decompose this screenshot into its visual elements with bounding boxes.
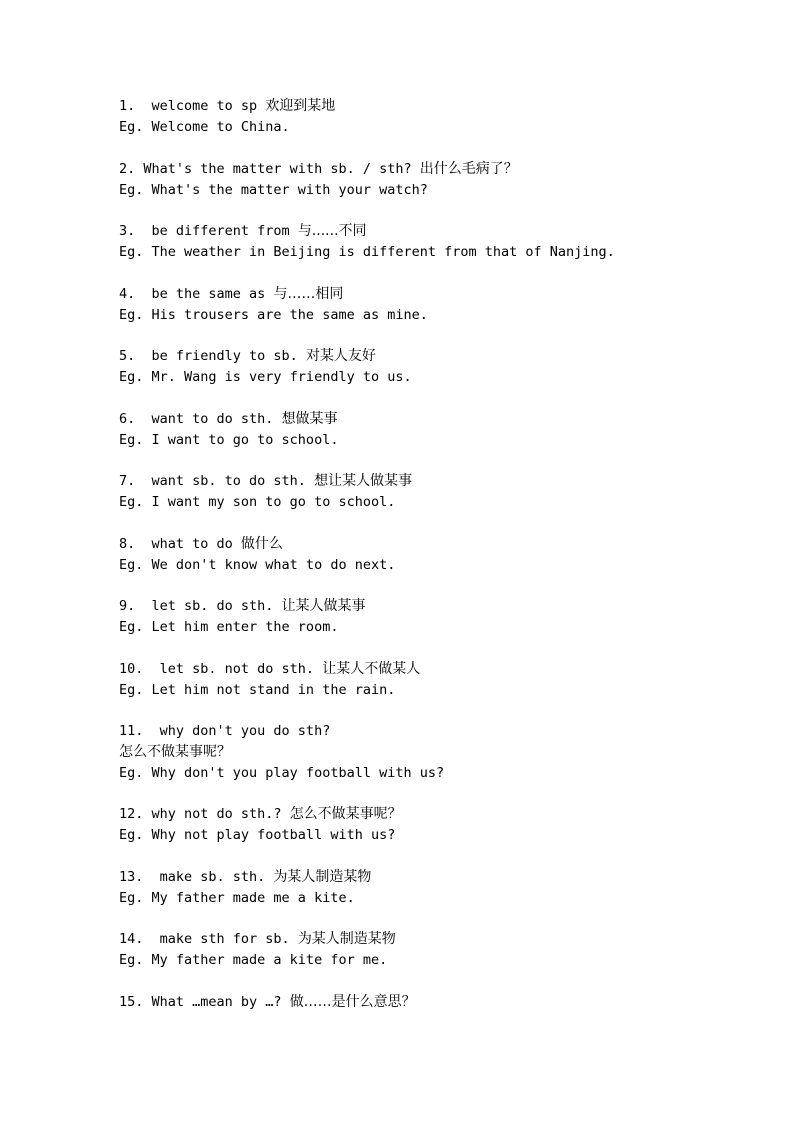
phrase-line: [119, 159, 759, 180]
phrase-entry-11: [119, 721, 759, 804]
example-line: Eg. We don't know what to do next.: [119, 556, 396, 573]
example-line: Eg. My father made a kite for me.: [119, 952, 388, 968]
phrase-meaning: 做……是什么意思？: [289, 993, 416, 1010]
phrase-text: 5. be friendly to sb.: [119, 348, 306, 364]
phrase-line: [119, 96, 759, 117]
phrase-entry-4: [119, 284, 759, 347]
phrase-entry-15: [119, 992, 759, 1055]
phrase-meaning: 为某人制造某物: [297, 931, 396, 947]
example-line: Eg. Why not play football with us?: [119, 827, 396, 843]
phrase-line: [119, 596, 759, 617]
phrase-meaning: 让某人做某事: [281, 598, 366, 614]
phrase-line: [119, 534, 759, 555]
phrase-text: 14. make sth for sb.: [119, 931, 298, 947]
phrase-meaning: 想做某事: [281, 410, 338, 427]
phrase-entry-7: [119, 471, 759, 534]
phrase-line: [119, 409, 759, 430]
phrase-text: 1. welcome to sp: [119, 98, 266, 114]
example-line: Eg. What's the matter with your watch?: [119, 181, 428, 198]
example-line: Eg. Why don't you play football with us?: [119, 765, 445, 781]
phrase-text: 9. let sb. do sth.: [119, 598, 282, 614]
phrase-meaning: 让某人不做某人: [322, 660, 421, 677]
phrase-meaning: 与......不同: [297, 223, 367, 239]
phrase-entry-12: [119, 804, 759, 867]
phrase-text: 7. want sb. to do sth.: [119, 473, 315, 489]
example-line: Eg. Let him enter the room.: [119, 619, 339, 635]
phrase-meaning: 怎么不做某事呢？: [119, 744, 231, 760]
phrase-text: 15. What …mean by …?: [119, 993, 290, 1010]
phrase-entry-9: [119, 596, 759, 659]
phrase-list: [119, 96, 759, 1054]
phrase-text: 2. What's the matter with sb. / sth?: [119, 160, 420, 177]
phrase-line: [119, 992, 759, 1013]
phrase-text: 12. why not do sth.?: [119, 806, 290, 822]
example-line: Eg. Let him not stand in the rain.: [119, 681, 396, 698]
phrase-entry-1: [119, 96, 759, 159]
phrase-meaning: 欢迎到某地: [265, 98, 336, 114]
phrase-text: 10. let sb. not do sth.: [119, 660, 323, 677]
phrase-entry-3: [119, 221, 759, 284]
example-line: Eg. Mr. Wang is very friendly to us.: [119, 369, 412, 385]
phrase-meaning: 与……相同: [273, 285, 344, 302]
phrase-line: [119, 804, 759, 825]
phrase-meaning: 出什么毛病了？: [419, 160, 518, 177]
phrase-meaning: 对某人友好: [305, 348, 376, 364]
phrase-line: [119, 284, 759, 305]
phrase-line: [119, 221, 759, 242]
phrase-entry-5: [119, 346, 759, 409]
phrase-entry-8: [119, 534, 759, 597]
example-line: Eg. My father made me a kite.: [119, 889, 355, 906]
phrase-meaning: 为某人制造某物: [273, 868, 372, 885]
phrase-text: 6. want to do sth.: [119, 410, 282, 427]
phrase-text: 8. what to do: [119, 535, 241, 552]
phrase-line: [119, 659, 759, 680]
phrase-entry-14: [119, 929, 759, 992]
example-line: Eg. Welcome to China.: [119, 119, 290, 135]
phrase-meaning: 做什么: [240, 535, 283, 552]
phrase-line: [119, 471, 759, 492]
phrase-text: 4. be the same as: [119, 285, 274, 302]
phrase-line: [119, 867, 759, 888]
example-line: Eg. I want my son to go to school.: [119, 494, 396, 510]
phrase-meaning: 怎么不做某事呢？: [289, 806, 402, 822]
example-line: Eg. His trousers are the same as mine.: [119, 306, 428, 323]
phrase-entry-10: [119, 659, 759, 722]
example-line: Eg. The weather in Beijing is different from that of Nanjing.: [119, 244, 615, 260]
phrase-line: 11. why don't you do sth?: [119, 723, 331, 739]
phrase-entry-2: [119, 159, 759, 222]
phrase-entry-13: [119, 867, 759, 930]
phrase-meaning: 想让某人做某事: [314, 473, 413, 489]
phrase-line: [119, 346, 759, 367]
example-line: Eg. I want to go to school.: [119, 431, 339, 448]
phrase-text: 13. make sb. sth.: [119, 868, 274, 885]
phrase-entry-6: [119, 409, 759, 472]
phrase-line: [119, 929, 759, 950]
phrase-text: 3. be different from: [119, 223, 298, 239]
